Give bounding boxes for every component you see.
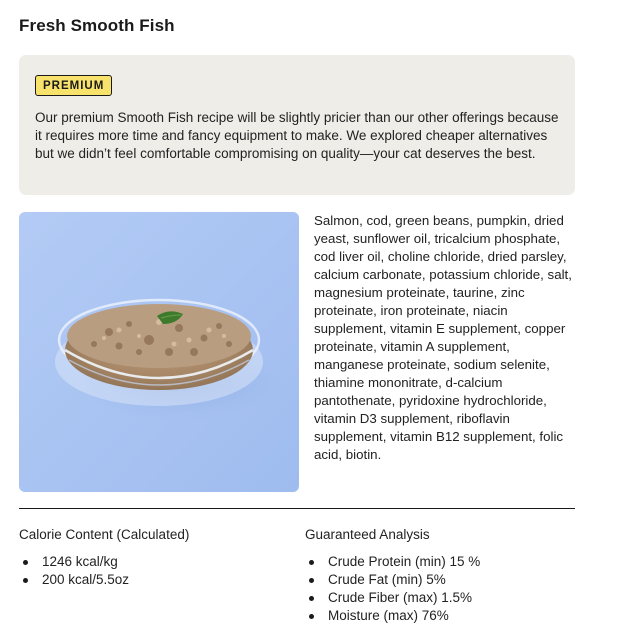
list-item: 200 kcal/5.5oz xyxy=(19,571,289,589)
guaranteed-analysis-section xyxy=(305,527,575,625)
list-item: Moisture (max) 76% xyxy=(305,607,575,625)
guaranteed-analysis-heading: Guaranteed Analysis xyxy=(305,527,430,542)
calorie-list xyxy=(19,553,289,589)
page-title: Fresh Smooth Fish xyxy=(19,16,175,35)
section-divider xyxy=(19,508,575,509)
list-item: Crude Protein (min) 15 % xyxy=(305,553,575,571)
food-photo xyxy=(19,212,299,492)
list-item: 1246 kcal/kg xyxy=(19,553,289,571)
calorie-content-section xyxy=(19,527,289,589)
ingredients-list: Salmon, cod, green beans, pumpkin, dried yeast, sunflower oil, tricalcium phosphate, cod liver oil, choline chloride, dried parsley, calcium carbonate, potassium chloride, salt, magnesium proteinate, taurine, zinc proteinate, iron proteinate, niacin supplement, vitamin E supplement, copper proteinate, vitamin A supplement, manganese proteinate, sodium selenite, thiamine mononitrate, d-calcium pantothenate, pyridoxine hydrochloride, vitamin D3 supplement, riboflavin supplement, vitamin B12 supplement, folic acid, biotin. xyxy=(314,213,572,462)
premium-description: Our premium Smooth Fish recipe will be slightly pricier than our other offerings because it requires more time and fancy equipment to make. We explored cheaper alternatives but we didn’t feel comfortable compromising on quality—your cat deserves the best. xyxy=(35,110,559,161)
list-item: Crude Fiber (max) 1.5% xyxy=(305,589,575,607)
petri-dish-image xyxy=(19,212,299,492)
calorie-content-heading: Calorie Content (Calculated) xyxy=(19,527,190,542)
analysis-list xyxy=(305,553,575,625)
premium-notice xyxy=(19,55,575,195)
list-item: Crude Fat (min) 5% xyxy=(305,571,575,589)
premium-badge: PREMIUM xyxy=(35,75,112,96)
